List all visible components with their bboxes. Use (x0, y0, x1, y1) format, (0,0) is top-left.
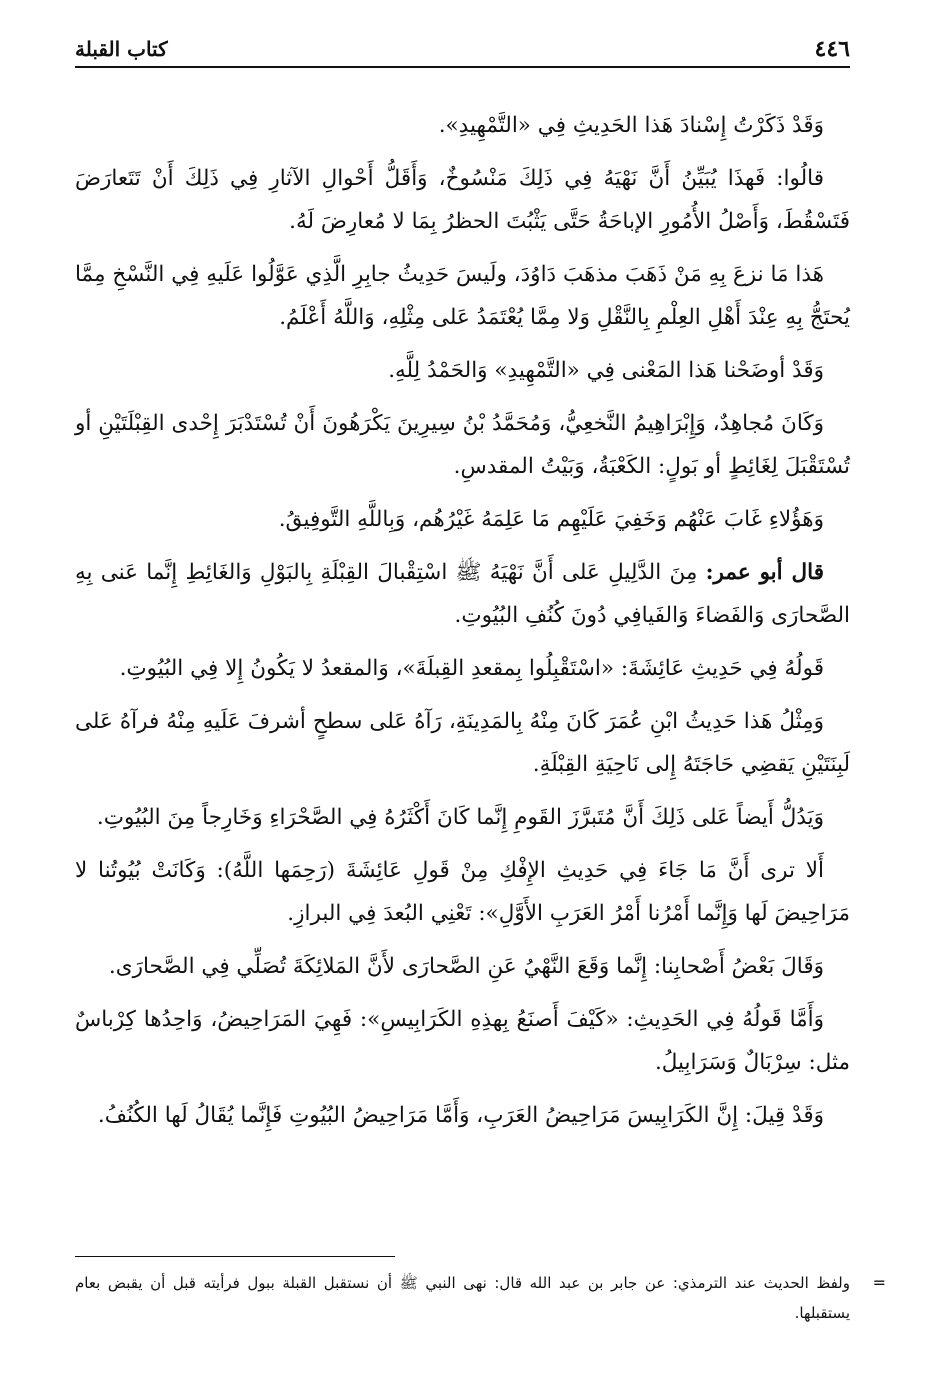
paragraph-text: وَيَدُلُّ أَيضاً عَلى ذَلِكَ أَنَّ مُتَبرَّزَ القَومِ إِنَّما كَانَ أَكْثَرُهُ فِي الصَّحْرَاءِ وَخَارِجاً مِنَ البُيُوتِ. (96, 805, 824, 830)
paragraph-text: مِنَ الدَّلِيلِ عَلى أَنَّ نَهْيَهُ ﷺ اسْتِقْبالَ القِبْلَةِ بِالبَوْلِ وَالغَائِطِ إِنَّما عَنى بِهِ الصَّحارَى وَالفَضاءَ وَالفَيافِي دُونَ كُنُفِ البُيُوتِ. (75, 560, 850, 628)
paragraph-text: قالُوا: فَهذَا يُبَيِّنُ أَنَّ نَهْيَهُ فِي ذَلِكَ مَنْسُوخٌ، وَأَقَلُّ أَحْوالِ الآثارِ فِي ذَلِكَ أَنْ تَتَعارَضَ فَتَسْقُطَ، وَأَصْلُ الأُمُورِ الإباحَةُ حَتَّى يَثْبُتَ الحظرُ بِمَا لا مُعارِضَ لَهُ. (75, 166, 850, 234)
paragraph-text: وَكَانَ مُجاهِدٌ، وَإِبْرَاهِيمُ النَّخعِيُّ، وَمُحَمَّدُ بْنُ سِيرِينَ يَكْرَهُونَ أَنْ تُسْتَدْبَرَ إِحْدى القِبْلَتَيْنِ أو تُسْتَقْبَلَ لِغَائِطٍ أو بَولٍ: الكَعْبَةُ، وَبَيْتُ المقدسِ. (75, 411, 850, 479)
paragraph (75, 796, 850, 839)
paragraph-text: قَولُهُ فِي حَدِيثِ عَائِشَةَ: «اسْتَقْبِلُوا بِمقعدِ القِبلَةَ»، وَالمقعدُ لا يَكُونُ إِلا فِي البُيُوتِ. (119, 656, 824, 681)
paragraph (75, 104, 850, 147)
paragraph-text: وَقَدْ قِيلَ: إِنَّ الكَرَابِيسَ مَرَاحِيضُ العَرَبِ، وَأَمَّا مَرَاحِيضُ البُيُوتِ فَإِنَّما يُقَالُ لَها الكُنُفُ. (97, 1103, 824, 1128)
footnote (75, 1268, 886, 1328)
paragraph (75, 1094, 850, 1137)
paragraph (75, 253, 850, 339)
paragraph-text: وَقَالَ بَعْضُ أَصْحابِنا: إِنَّما وَقَعَ النَّهْيُ عَنِ الصَّحارَى لأَنَّ المَلائِكَةَ تُصَلِّي فِي الصَّحارَى. (108, 954, 824, 979)
running-title: كتاب القبلة (75, 37, 168, 61)
paragraph (75, 551, 850, 637)
paragraph (75, 849, 850, 935)
paragraph (75, 157, 850, 243)
footnote-marker: = (872, 1273, 886, 1292)
paragraph-lead: قال أبو عمر: (705, 560, 824, 585)
paragraph (75, 998, 850, 1084)
page-number: ٤٤٦ (814, 36, 850, 62)
paragraph (75, 700, 850, 786)
document-page (75, 34, 886, 1364)
footnote-divider (75, 1256, 395, 1257)
paragraph-text: وَأَمَّا قَولُهُ فِي الحَدِيثِ: «كَيْفَ أَصنَعُ بِهذِهِ الكَرَابِيسِ»: فَهِيَ المَرَاحِيضُ، وَاحِدُها كِرْباسٌ مثل: سِرْبَالٌ وَسَرَابِيلُ. (75, 1007, 850, 1075)
paragraph-text: وَقَدْ أوضَحْنا هَذا المَعْنى فِي «التَّمْهِيدِ» وَالحَمْدُ لِلَّهِ. (388, 358, 824, 383)
paragraph-text: هَذا مَا نزعَ بِهِ مَنْ ذَهَبَ مذهَبَ دَاوُدَ، ولَيسَ حَدِيثُ جابِرِ الَّذِي عَوَّلُوا عَلَيهِ فِي النَّسْخِ مِمَّا يُحتَجُّ بِهِ عِنْدَ أَهْلِ العِلْمِ بِالنَّقْلِ وَلا مِمَّا يُعْتَمَدُ عَلى مِثْلِهِ، وَاللَّهُ أَعْلَمُ. (75, 262, 850, 330)
paragraph-text: وَقَدْ ذَكَرْتُ إِسْنادَ هَذا الحَدِيثِ فِي «التَّمْهِيدِ». (438, 113, 824, 138)
paragraph-text: وَمِثْلُ هَذا حَدِيثُ ابْنِ عُمَرَ كَانَ مِنْهُ بِالمَدِينَةِ، رَآهُ عَلى سطحٍ أشرفَ عَلَيهِ مِنْهُ فرآهُ عَلى لَبِنَتَيْنِ يَقضِي حَاجَتَهُ إِلى نَاحِيَةِ القِبْلَةِ. (75, 709, 850, 777)
paragraph-text: وَهَؤُلاءِ غَابَ عَنْهُم وَخَفِيَ عَلَيْهِم مَا عَلِمَهُ غَيْرُهُم، وَبِاللَّهِ التَّوفِيقُ. (278, 507, 824, 532)
footnote-text: ولفظ الحديث عند الترمذي: عن جابر بن عبد الله قال: نهى النبي ﷺ أن نستقبل القبلة ببول فرأيته قبل أن يقبض بعام يستقبلها. (75, 1274, 850, 1322)
body-text (75, 104, 850, 1147)
paragraph (75, 498, 850, 541)
paragraph (75, 349, 850, 392)
paragraph-text: أَلا ترى أَنَّ مَا جَاءَ فِي حَدِيثِ الإِفْكِ مِنْ قَولِ عَائِشَةَ (رَحِمَها اللَّهُ): وَكَانَتْ بُيُوتُنا لا مَرَاحِيضَ لَها وَإِنَّما أَمْرُنا أَمْرُ العَرَبِ الأَوَّلِ»: تَعْنِي البُعدَ فِي البرازِ. (75, 858, 850, 926)
paragraph (75, 945, 850, 988)
paragraph (75, 402, 850, 488)
paragraph (75, 647, 850, 690)
page-header (75, 34, 850, 68)
